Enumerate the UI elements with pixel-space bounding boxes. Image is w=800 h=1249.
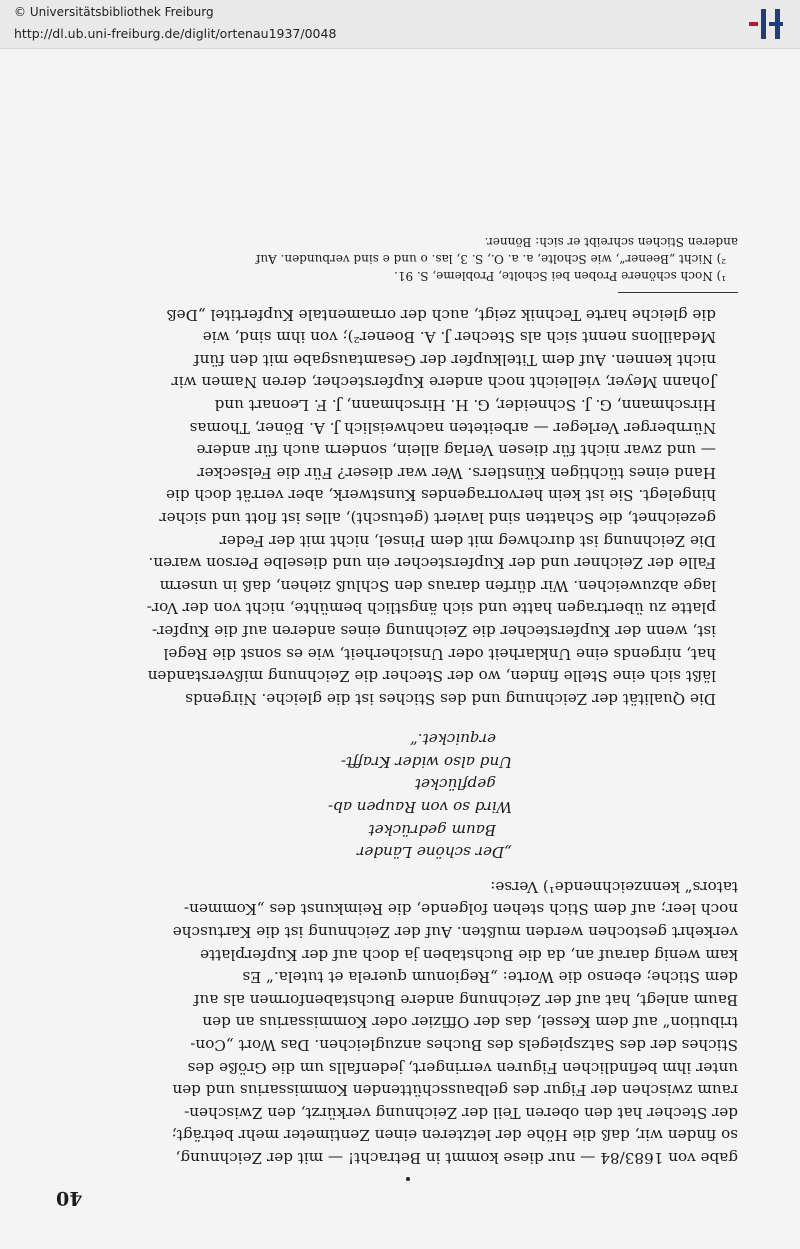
ub-freiburg-logo-icon	[746, 5, 786, 43]
text-line: Medaillons nennt sich als Stecher J. A. Boener²); von ihm sind, wie	[202, 328, 716, 347]
viewer-footer-bar	[0, 0, 800, 49]
copyright-text: © Universitätsbibliothek Freiburg	[14, 5, 214, 19]
text-line: platte zu übertragen hatte und sich ängstlich bemühte, nicht von der Vor-	[146, 599, 716, 618]
text-line: so finden wir, daß die Höhe der letzteren einen Zentimeter mehr beträgt;	[171, 1126, 738, 1145]
text-line: noch leer; auf dem Stich stehen folgende, die Reimkunst des „Kommen-	[183, 900, 738, 919]
text-line: hingelegt. Sie ist kein hervorragendes Kunstwerk, aber verrät doch die	[166, 486, 716, 505]
text-line: gabe von 1683/84 — nur diese kommt in Betracht! — mit der Zeichnung,	[175, 1149, 738, 1167]
text-line: Die Zeichnung ist durchweg mit dem Pinsel, nicht mit der Feder	[219, 531, 716, 550]
text-line: der Stecher hat den oberen Teil der Zeichnung verkürzt, den Zwischen-	[184, 1103, 738, 1122]
page-number: 40	[56, 1187, 83, 1209]
poem-line: Und also wider Krafft-	[340, 752, 512, 771]
text-line: gezeichnet, die Schatten sind laviert (getuscht), alles ist flott und sicher	[159, 508, 716, 527]
text-line: Stiches der des Satzspiegels des Buches anzugleichen. Das Wort „Con-	[190, 1036, 738, 1055]
poem-line: erquicket.“	[409, 730, 496, 749]
poem-line: gepflücket	[414, 775, 496, 794]
scanned-page	[0, 49, 800, 1249]
text-line: kam wenig darauf an, da die Buchstaben ja doch auf der Kupferplatte	[200, 945, 738, 964]
text-line: unter ihm befindlichen Figuren verringert, jedenfalls um die Größe des	[187, 1058, 738, 1077]
text-line: verkehrt gestochen werden mußten. Auf der Zeichnung ist die Kartusche	[172, 923, 738, 942]
poem-line: „Der schöne Länder	[357, 843, 512, 862]
paragraph-1	[56, 875, 738, 1169]
text-line: die gleiche harte Technik zeigt, auch der ornamentale Kupfertitel „Deß	[166, 305, 716, 324]
text-line: ist, wenn der Kupferstecher die Zeichnung eines anderen auf die Kupfer-	[151, 621, 716, 640]
source-url-link[interactable]: http://dl.ub.uni-freiburg.de/diglit/ortenau1937/0048	[14, 26, 337, 41]
footnotes	[56, 233, 738, 284]
text-line: Hirschmann, G. J. Schneider, G. H. Hirschmann, J. F. Leonart und	[214, 396, 716, 414]
footnote-1: ¹) Noch schönere Proben bei Scholte, Probleme, S. 91.	[394, 269, 726, 284]
footnote-2: ²) Nicht „Beener“, wie Scholte, a. a. O., S. 3, las. o und e sind verbunden. Auf	[255, 252, 726, 267]
text-line: lage abzuweichen. Wir dürfen daraus den Schluß ziehen, daß in unserm	[159, 576, 716, 595]
paragraph-3	[56, 303, 738, 552]
text-line: Johann Meyer, vielleicht noch andere Kupferstecher, deren Namen wir	[171, 373, 716, 392]
text-line: läßt sich eine Stelle finden, wo der Stecher die Zeichnung mißverstanden	[147, 667, 716, 686]
text-line: nicht kennen. Auf dem Titelkupfer der Gesamtausgabe mit den fünf	[193, 350, 716, 369]
text-line: Nürnberger Verleger — arbeiteten nachweislich J. A. Böner, Thomas	[189, 418, 716, 437]
text-line: Falle der Zeichner und der Kupferstecher ein und dieselbe Person waren.	[148, 554, 716, 573]
text-line: Hand eines tüchtigen Künstlers. Wer war dieser? Für die Felsecker	[197, 463, 716, 482]
text-line: Baum anlegt, hat auf der Zeichnung andere Buchstabenformen als auf	[193, 990, 738, 1009]
poem-line: Baum gedrücket	[368, 820, 496, 839]
poem	[56, 728, 512, 864]
footnote-2-continued: anderen Stichen schreibt er sich: Bönner.	[484, 235, 738, 250]
footnote-divider	[618, 292, 738, 293]
page-content	[56, 233, 738, 1209]
text-line: Die Qualität der Zeichnung und des Stiches ist die gleiche. Nirgends	[185, 689, 716, 708]
paragraph-2	[56, 552, 738, 710]
poem-line: Wird so von Raupen ab-	[328, 798, 512, 817]
text-line: — und zwar nicht für diesen Verlag allein, sondern auch für andere	[196, 441, 716, 460]
text-line: dem Stiche; ebenso die Worte: „Regionum querela et tutela.“ Es	[242, 968, 738, 987]
text-line: raum zwischen der Figur des gelbausschüttenden Kommissarius und den	[172, 1081, 738, 1100]
text-line: tators“ kennzeichnende¹) Verse:	[490, 877, 738, 896]
text-line: tribution“ auf dem Kessel, das der Offizier oder Kommissarius an den	[202, 1013, 738, 1032]
text-line: hat, nirgends eine Unklarheit oder Unsicherheit, wie es sonst die Regel	[163, 644, 716, 663]
viewer-footer-content	[0, 0, 800, 48]
